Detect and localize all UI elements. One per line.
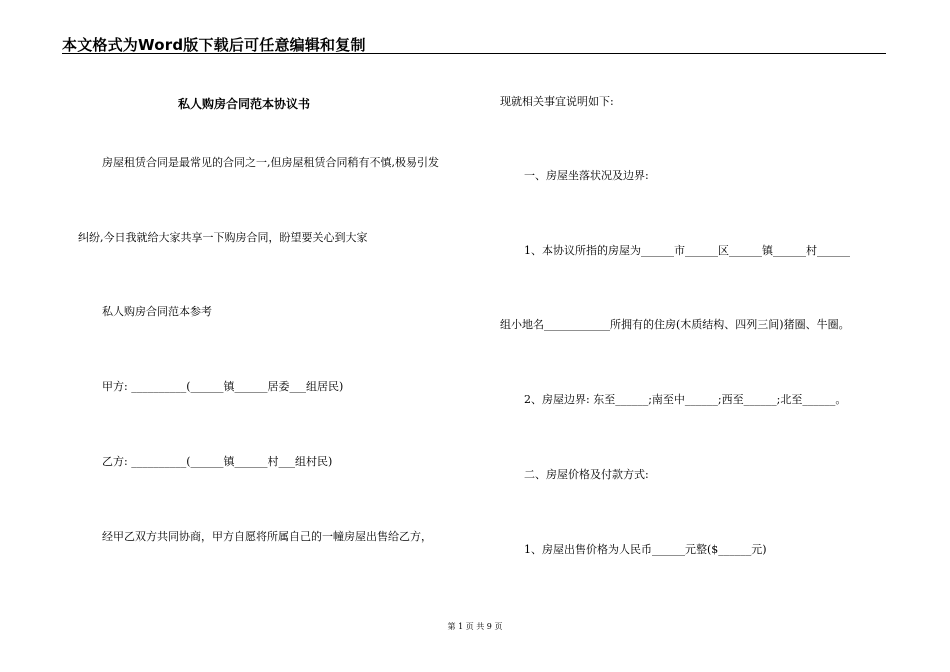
paragraph-intro-line1: 房屋租赁合同是最常见的合同之一,但房屋租赁合同稍有不慎,极易引发 <box>102 156 439 169</box>
clause-1-continued: 组小地名____________所拥有的住房(木质结构、四列三间)猪圈、牛圈。 <box>500 318 850 331</box>
party-a-line: 甲方: __________(______镇______居委___组居民) <box>102 380 344 393</box>
paragraph-explanation: 现就相关事宜说明如下: <box>500 95 614 108</box>
clause-1-house-address: 1、本协议所指的房屋为______市______区______镇______村______ <box>524 244 850 257</box>
section-heading-price: 二、房屋价格及付款方式: <box>524 468 649 481</box>
header-divider <box>62 53 886 54</box>
clause-2-boundaries: 2、房屋边界: 东至______;南至中______;西至______;北至______。 <box>524 393 847 406</box>
document-title: 私人购房合同范本协议书 <box>178 97 311 111</box>
clause-price: 1、房屋出售价格为人民币______元整($______元) <box>524 543 767 556</box>
page-number: 第 1 页 共 9 页 <box>447 622 503 631</box>
paragraph-agreement: 经甲乙双方共同协商，甲方自愿将所属自己的一幢房屋出售给乙方， <box>102 530 432 543</box>
paragraph-reference-heading: 私人购房合同范本参考 <box>102 305 212 318</box>
section-heading-location: 一、房屋坐落状况及边界: <box>524 169 649 182</box>
paragraph-intro-line2: 纠纷,今日我就给大家共享一下购房合同，盼望要关心到大家 <box>78 231 368 244</box>
header-title: 本文格式为Word版下载后可任意编辑和复制 <box>62 36 366 54</box>
party-b-line: 乙方: __________(______镇______村___组村民) <box>102 455 333 468</box>
